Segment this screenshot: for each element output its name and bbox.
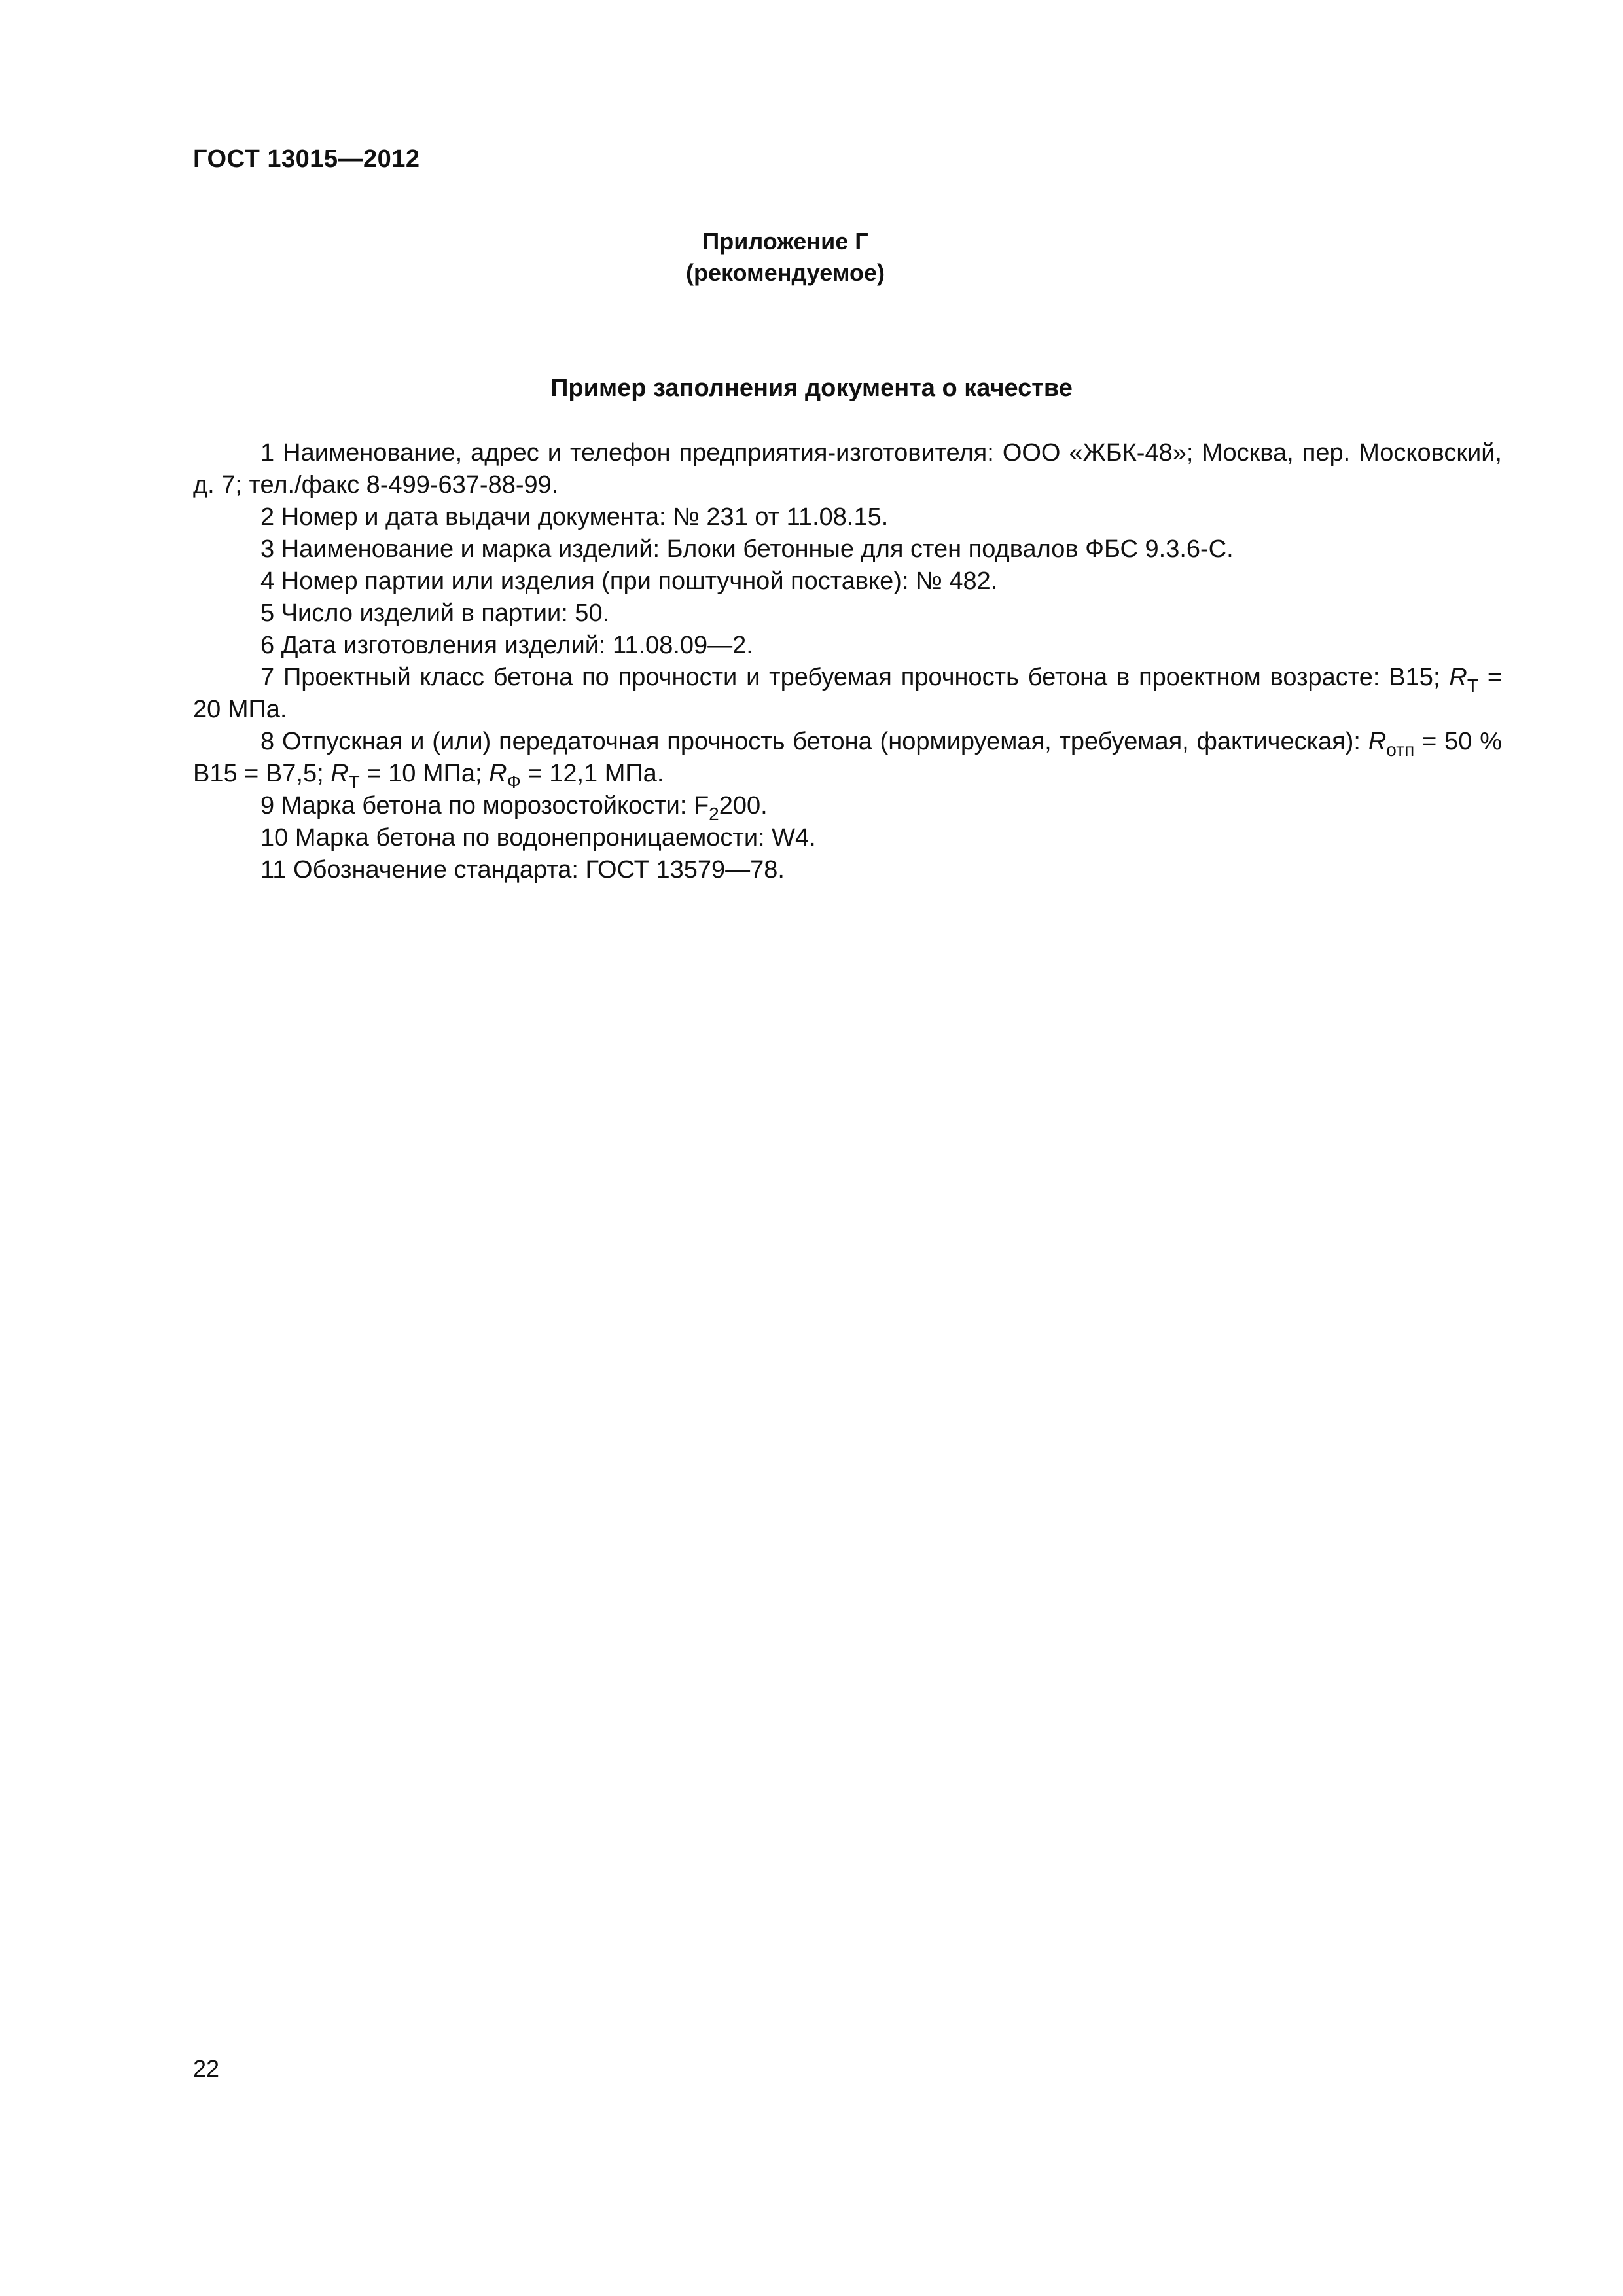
section-title: Пример заполнения документа о качестве [550,374,1073,402]
item-5: 5 Число изделий в партии: 50. [260,600,610,627]
item-4: 4 Номер партии или изделия (при поштучной поставке): № 482. [260,567,998,595]
item-2: 2 Номер и дата выдачи документа: № 231 от 11.08.15. [260,503,889,531]
item-7-symbol: R [1449,664,1467,691]
page-number: 22 [193,2055,220,2082]
item-8-symbol-2: R [330,760,349,787]
appendix-status: (рекомендуемое) [686,259,885,286]
item-7 [193,662,1502,726]
item-7-subscript: Т [1467,675,1478,696]
item-8-text: 8 Отпускная и (или) передаточная прочность бетона (нормируемая, требуемая, фактическая): [260,728,1361,755]
item-7-tail: = 20 МПа. [193,664,1503,723]
item-9-tail: 200. [719,792,768,819]
item-7-text: 7 Проектный класс бетона по прочности и требуемая прочность бетона в проектном возрасте: В15; [260,664,1440,691]
item-8-subscript-2: Т [348,772,360,792]
item-8-part-3: = 12,1 МПа. [520,760,664,787]
item-8-symbol-3: R [489,760,507,787]
appendix-heading [654,226,916,289]
item-8-part-1: = 50 % В15 = В7,5; [193,728,1502,787]
item-8-subscript-1: отп [1386,740,1415,760]
item-8 [193,726,1502,790]
item-3: 3 Наименование и марка изделий: Блоки бетонные для стен подвалов ФБС 9.3.6-С. [260,535,1234,563]
item-11: 11 Обозначение стандарта: ГОСТ 13579—78. [260,856,785,884]
item-9 [193,790,1502,822]
item-1: 1 Наименование, адрес и телефон предприятия-изготовителя: ООО «ЖБК-48»; Москва, пер. Московский, д. 7; тел./факс 8-499-637-88-99. [193,439,1502,499]
item-9-subscript: 2 [709,804,719,824]
item-6: 6 Дата изготовления изделий: 11.08.09—2. [260,632,753,659]
item-10: 10 Марка бетона по водонепроницаемости: W4. [260,824,816,852]
item-8-symbol-1: R [1368,728,1387,755]
item-8-subscript-3: Ф [507,772,521,792]
item-9-text: 9 Марка бетона по морозостойкости: F [260,792,709,819]
document-code: ГОСТ 13015—2012 [193,145,420,173]
appendix-title: Приложение Г [702,228,868,255]
item-8-part-2: = 10 МПа; [359,760,490,787]
document-body [193,437,1502,886]
